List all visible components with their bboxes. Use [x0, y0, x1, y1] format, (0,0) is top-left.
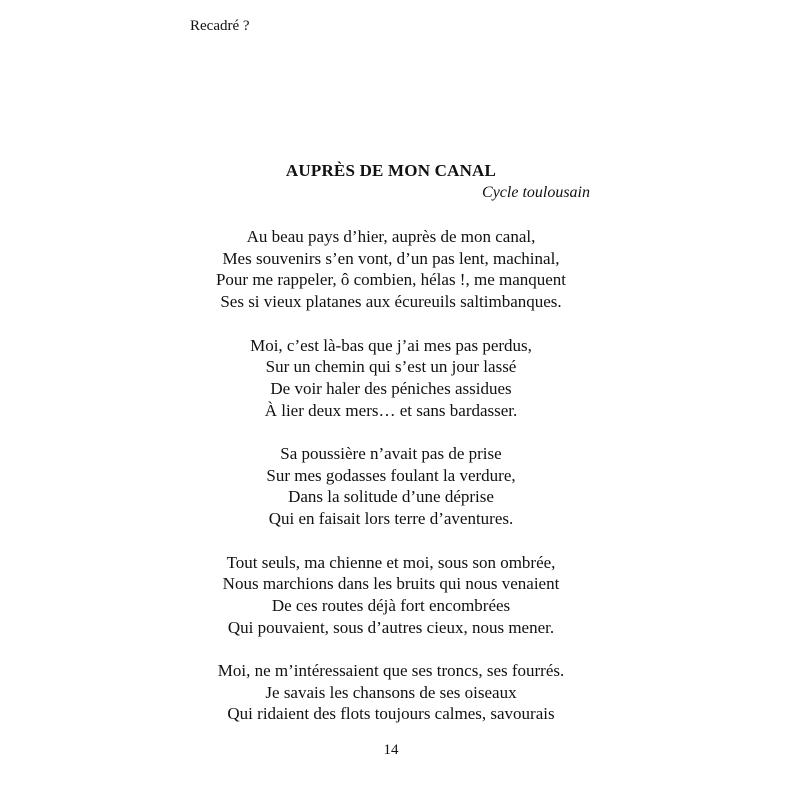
verse-line: Qui en faisait lors terre d’aventures.: [268, 509, 514, 529]
page-number: 14: [383, 742, 399, 758]
stanza-3: [0, 443, 782, 530]
stanza-1: [0, 226, 782, 313]
verse-line: Pour me rappeler, ô combien, hélas !, me manquent: [215, 270, 567, 290]
poem-title: AUPRÈS DE MON CANAL: [285, 161, 497, 180]
verse-line: À lier deux mers… et sans bardasser.: [264, 400, 518, 420]
stanza-2: [0, 335, 782, 422]
stanza-4: [0, 552, 782, 639]
poem-subtitle: Cycle toulousain: [482, 184, 590, 201]
verse-line: Moi, c’est là-bas que j’ai mes pas perdus,: [250, 335, 532, 355]
running-head: Recadré ?: [190, 18, 250, 34]
verse-line: Sur mes godasses foulant la verdure,: [266, 465, 516, 485]
verse-line: Qui ridaient des flots toujours calmes, savourais: [227, 704, 555, 724]
verse-line: Nous marchions dans les bruits qui nous venaient: [222, 574, 560, 594]
verse-line: De voir haler des péniches assidues: [270, 378, 512, 398]
verse-line: Ses si vieux platanes aux écureuils saltimbanques.: [220, 292, 562, 312]
verse-line: Sur un chemin qui s’est un jour lassé: [265, 357, 517, 377]
verse-line: Dans la solitude d’une déprise: [288, 487, 494, 507]
verse-line: Moi, ne m’intéressaient que ses troncs, ses fourrés.: [217, 661, 565, 680]
poem-body: [0, 226, 782, 747]
verse-line: Qui pouvaient, sous d’autres cieux, nous mener.: [227, 617, 555, 637]
verse-line: Au beau pays d’hier, auprès de mon canal,: [246, 227, 536, 246]
verse-line: De ces routes déjà fort encombrées: [271, 595, 511, 615]
verse-line: Je savais les chansons de ses oiseaux: [265, 682, 517, 702]
verse-line: Mes souvenirs s’en vont, d’un pas lent, machinal,: [222, 248, 560, 268]
verse-line: Tout seuls, ma chienne et moi, sous son ombrée,: [226, 552, 556, 572]
stanza-5: [0, 660, 782, 725]
verse-line: Sa poussière n’avait pas de prise: [280, 444, 502, 463]
